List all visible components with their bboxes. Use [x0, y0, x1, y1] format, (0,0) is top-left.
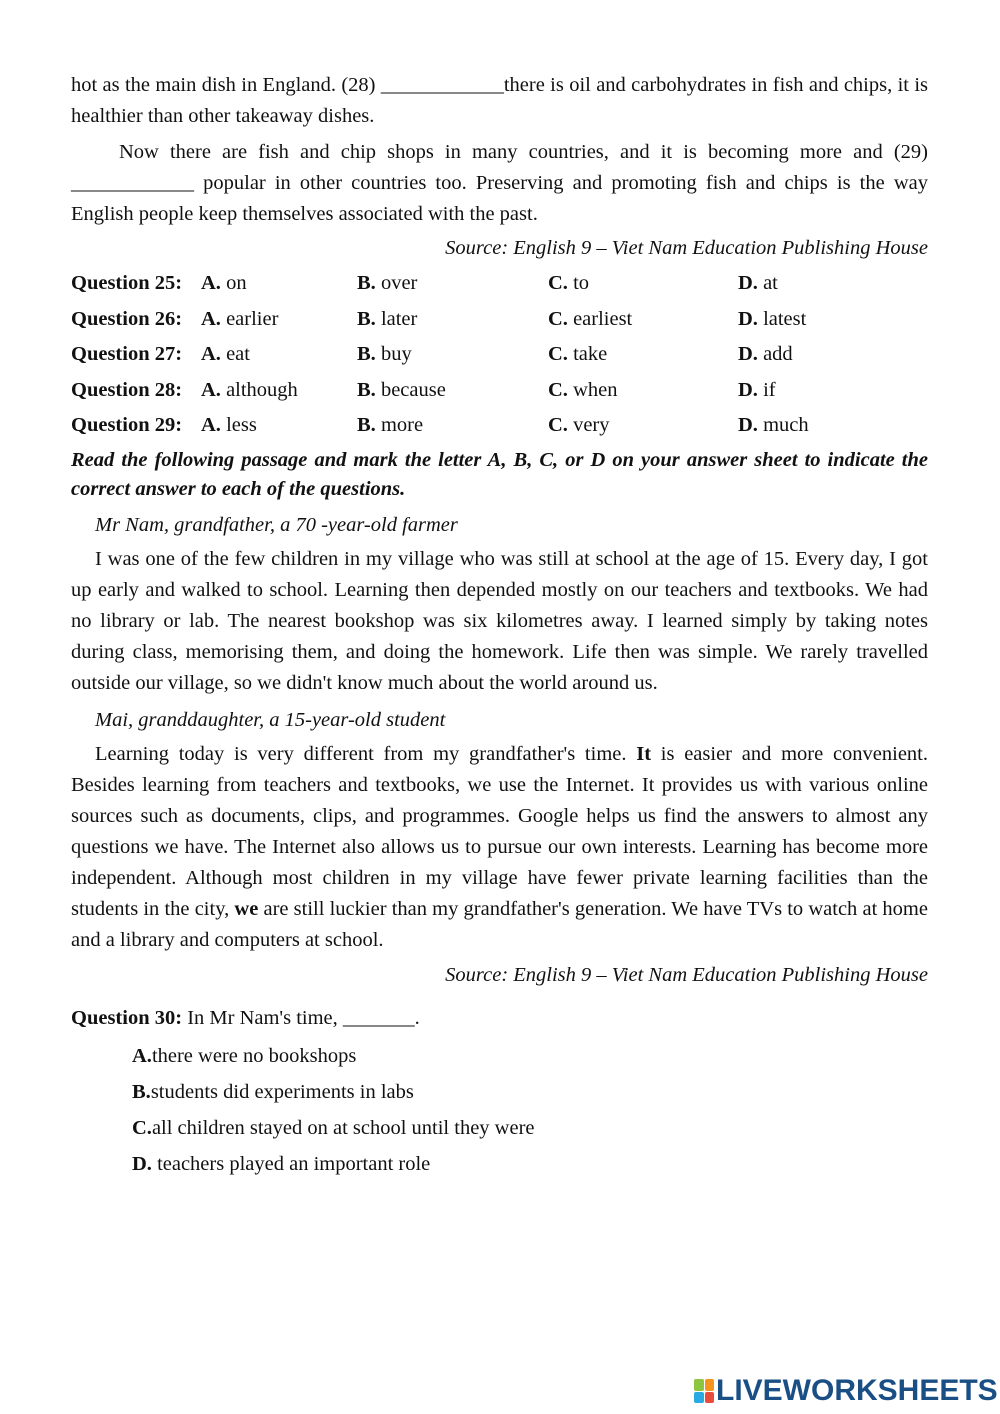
- option-b[interactable]: B. over: [357, 272, 418, 295]
- liveworksheets-logo: [694, 1376, 998, 1406]
- option-a[interactable]: A. earlier: [201, 307, 279, 330]
- liveworksheets-logo-icon: [694, 1379, 714, 1403]
- reading-source: Source: English 9 – Viet Nam Education Publishing House: [445, 963, 928, 986]
- question-30: [71, 1003, 928, 1034]
- reading-paragraph-granddaughter: Learning today is very different from my grandfather's time. It is easier and more convenient. Besides learning from teachers and textbooks, we use the Internet. It provides us with various online sources such as documents, clips, and programmes. Google helps us find the answers to almost any questions we have. The Internet also allows us to pursue our own interests. Learning has become more independent. Although most children in my village have fewer private learning facilities than the students in the city, we are still luckier than my grandfather's generation. We have TVs to watch at home and a library and computers at school.: [71, 742, 929, 951]
- answer-a[interactable]: A.there were no bookshops: [132, 1044, 357, 1067]
- question-row-28: [71, 373, 928, 409]
- logo-text: LIVEWORKSHEETS: [716, 1374, 998, 1407]
- option-c[interactable]: C. to: [548, 272, 590, 295]
- highlight-we: we: [234, 897, 259, 920]
- option-d[interactable]: D. add: [738, 343, 793, 366]
- question-row-25: [71, 266, 928, 302]
- speaker-heading-grandfather: Mr Nam, grandfather, a 70 -year-old farmer: [95, 513, 458, 536]
- answer-d[interactable]: D. teachers played an important role: [132, 1152, 431, 1175]
- highlight-it: It: [636, 742, 652, 765]
- option-a[interactable]: A. on: [201, 272, 247, 295]
- speaker-heading-granddaughter: Mai, granddaughter, a 15-year-old student: [95, 708, 446, 731]
- question-row-27: [71, 337, 928, 373]
- reading-paragraph-grandfather: I was one of the few children in my village who was still at school at the age of 15. Every day, I got up early and walked to school. Learning then depended mostly on our teachers and textbooks. We had no library or lab. The nearest bookshop was six kilometres away. I learned simply by taking notes during class, memorising them, and doing the homework. Life then was simple. We rarely travelled outside our village, so we didn't know much about the world around us.: [71, 547, 928, 694]
- question-30-answers: [71, 1038, 928, 1182]
- question-label: Question 25:: [71, 272, 183, 295]
- option-b[interactable]: B. later: [357, 307, 418, 330]
- passage-paragraph-29: Now there are fish and chip shops in many countries, and it is becoming more and (29) ____________ popular in other countries too. Preserving and promoting fish and chips is the way English people keep themselves associated with the past.: [71, 141, 928, 225]
- option-c[interactable]: C. take: [548, 343, 608, 366]
- option-d[interactable]: D. at: [738, 272, 778, 295]
- cloze-question-list: [71, 266, 928, 444]
- passage-paragraph-28: hot as the main dish in England. (28) ____________there is oil and carbohydrates in fish and chips, it is healthier than other takeaway dishes.: [71, 74, 928, 127]
- option-b[interactable]: B. more: [357, 414, 424, 437]
- question-label: Question 29:: [71, 414, 183, 437]
- option-d[interactable]: D. latest: [738, 307, 807, 330]
- question-label: Question 27:: [71, 343, 183, 366]
- option-c[interactable]: C. earliest: [548, 307, 633, 330]
- answer-b[interactable]: B.students did experiments in labs: [132, 1080, 414, 1103]
- worksheet-page: [71, 70, 928, 1182]
- question-stem: In Mr Nam's time, _______.: [187, 1006, 420, 1029]
- option-d[interactable]: D. if: [738, 378, 776, 401]
- answer-c[interactable]: C.all children stayed on at school until they were: [132, 1116, 535, 1139]
- option-a[interactable]: A. although: [201, 378, 298, 401]
- question-label: Question 26:: [71, 307, 183, 330]
- option-b[interactable]: B. because: [357, 378, 446, 401]
- reading-instruction: Read the following passage and mark the letter A, B, C, or D on your answer sheet to indicate the correct answer to each of the questions.: [71, 448, 928, 500]
- question-label: Question 30:: [71, 1006, 183, 1029]
- question-label: Question 28:: [71, 378, 183, 401]
- option-c[interactable]: C. when: [548, 378, 618, 401]
- passage-source: Source: English 9 – Viet Nam Education Publishing House: [445, 237, 928, 259]
- option-a[interactable]: A. less: [201, 414, 257, 437]
- option-a[interactable]: A. eat: [201, 343, 250, 366]
- option-d[interactable]: D. much: [738, 414, 809, 437]
- question-row-26: [71, 302, 928, 338]
- option-c[interactable]: C. very: [548, 414, 610, 437]
- option-b[interactable]: B. buy: [357, 343, 412, 366]
- question-row-29: [71, 408, 928, 444]
